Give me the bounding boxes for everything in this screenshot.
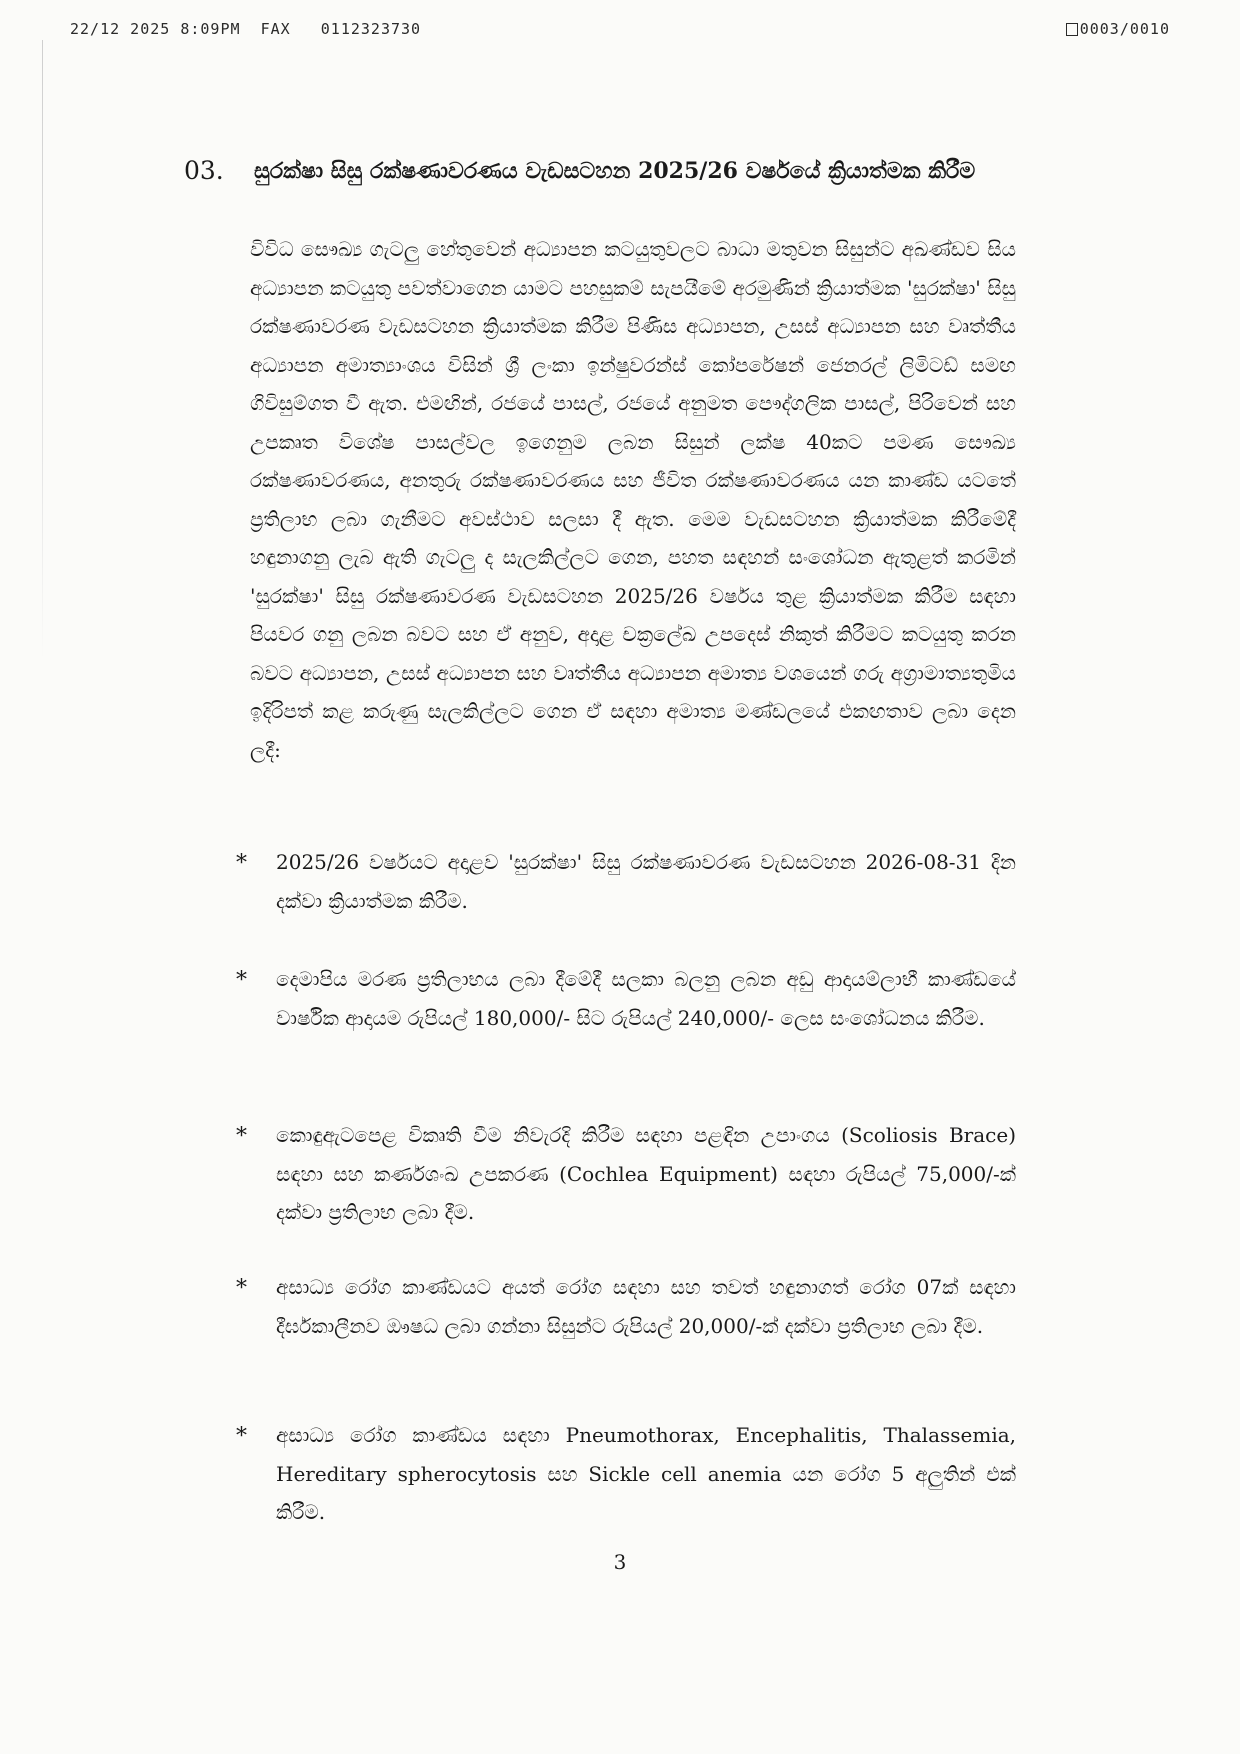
fax-pages: 0003/0010	[1079, 20, 1170, 38]
bullet-item	[236, 843, 1016, 920]
bullet-item	[236, 1416, 1016, 1532]
bullet-item	[236, 1268, 1016, 1345]
section-number: 03.	[184, 156, 224, 185]
body-paragraph: විවිධ සෞඛ්‍ය ගැටලු හේතුවෙන් අධ්‍යාපන කටයුතුවලට බාධා මතුවන සිසුන්ට අඛණ්ඩව සිය අධ්‍යාපන කටයුතු පවත්වාගෙන යාමට පහසුකම් සැපයීමේ අරමුණින් ක්‍රියාත්මක 'සුරක්ෂා' සිසු රක්ෂණාවරණ වැඩසටහන ක්‍රියාත්මක කිරීම පිණිස අධ්‍යාපන, උසස් අධ්‍යාපන සහ වෘත්තීය අධ්‍යාපන අමාත්‍යාංශය විසින් ශ්‍රී ලංකා ඉන්ෂුවරන්ස් කෝපරේෂන් ජෙනරල් ලිමිටඩ් සමඟ ගිවිසුම්ගත වී ඇත. එමඟින්, රජයේ පාසල්, රජයේ අනුමත පෞද්ගලික පාසල්, පිරිවෙන් සහ උපකෘත විශේෂ පාසල්වල ඉගෙනුම ලබන සිසුන් ලක්ෂ 40කට පමණ සෞඛ්‍ය රක්ෂණාවරණය, අනතුරු රක්ෂණාවරණය සහ ජීවිත රක්ෂණාවරණය යන කාණ්ඩ යටතේ ප්‍රතිලාභ ලබා ගැනීමට අවස්ථාව සලසා දී ඇත. මෙම වැඩසටහන ක්‍රියාත්මක කිරීමේදී හඳුනාගනු ලැබ ඇති ගැටලු ද සැලකිල්ලට ගෙන, පහත සඳහන් සංශෝධන ඇතුළත් කරමින් 'සුරක්ෂා' සිසු රක්ෂණාවරණ වැඩසටහන 2025/26 වර්ෂය තුළ ක්‍රියාත්මක කිරීම සඳහා පියවර ගනු ලබන බවට සහ ඒ අනුව, අදාළ චක්‍රලේඛ උපදෙස් නිකුත් කිරීමට කටයුතු කරන බවට අධ්‍යාපන, උසස් අධ්‍යාපන සහ වෘත්තීය අධ්‍යාපන අමාත්‍ය වශයෙන් ගරු අග්‍රාමාත්‍යතුමිය ඉදිරිපත් කළ කරුණු සැලකිල්ලට ගෙන ඒ සඳහා අමාත්‍ය මණ්ඩලයේ එකඟතාව ලබා දෙන ලදී:	[250, 237, 1016, 762]
bullet-marker: *	[236, 1276, 247, 1301]
fax-page-counter	[1066, 20, 1170, 38]
bullet-text: අසාධ්‍ය රෝග කාණ්ඩයට අයත් රෝග සඳහා සහ තවත් හඳුනාගත් රෝග 07ක් සඳහා දීර්ඝකාලීනව ඖෂධ ලබා ගන්නා සිසුන්ට රුපියල් 20,000/-ක් දක්වා ප්‍රතිලාභ ලබා දීම.	[276, 1275, 1016, 1338]
bullet-text: කොඳුඇටපෙළ විකෘති වීම නිවැරදි කිරීම සඳහා පළඳින උපාංගය (Scoliosis Brace) සඳහා සහ කර්ණශංඛ උපකරණ (Cochlea Equipment) සඳහා රුපියල් 75,000/-ක් දක්වා ප්‍රතිලාභ ලබා දීම.	[276, 1123, 1016, 1224]
bullet-marker: *	[236, 1424, 247, 1449]
bullet-text: 2025/26 වර්ෂයට අදාළව 'සුරක්ෂා' සිසු රක්ෂණාවරණ වැඩසටහන 2026-08-31 දින දක්වා ක්‍රියාත්මක කිරීම.	[276, 850, 1016, 913]
fax-header	[70, 20, 1170, 44]
fax-timestamp: 22/12 2025 8:09PM	[70, 20, 241, 38]
checkbox-icon	[1066, 23, 1078, 36]
bullet-text: දෙමාපිය මරණ ප්‍රතිලාභය ලබා දීමේදී සලකා බලනු ලබන අඩු ආදායම්ලාභී කාණ්ඩයේ වාර්ෂික ආදායම රුපියල් 180,000/- සිට රුපියල් 240,000/- ලෙස සංශෝධනය කිරීම.	[276, 967, 1016, 1030]
section-heading	[184, 156, 1070, 196]
fax-transmission-info	[70, 20, 421, 38]
fax-number: 0112323730	[320, 20, 422, 38]
bullet-item	[236, 960, 1016, 1037]
bullet-marker: *	[236, 968, 247, 993]
bullet-marker: *	[236, 1124, 247, 1149]
fax-label: FAX	[260, 20, 291, 38]
bullet-item	[236, 1116, 1016, 1232]
scan-edge-line	[42, 40, 43, 660]
page-number: 3	[613, 1550, 627, 1574]
bullet-text: අසාධ්‍ය රෝග කාණ්ඩය සඳහා Pneumothorax, Encephalitis, Thalassemia, Hereditary spherocytosis සහ Sickle cell anemia යන රෝග 5 අලුතින් එක් කිරීම.	[276, 1423, 1016, 1524]
section-title: සුරක්ෂා සිසු රක්ෂණාවරණය වැඩසටහන 2025/26 වර්ෂයේ ක්‍රියාත්මක කිරීම	[254, 158, 976, 184]
bullet-marker: *	[236, 851, 247, 876]
